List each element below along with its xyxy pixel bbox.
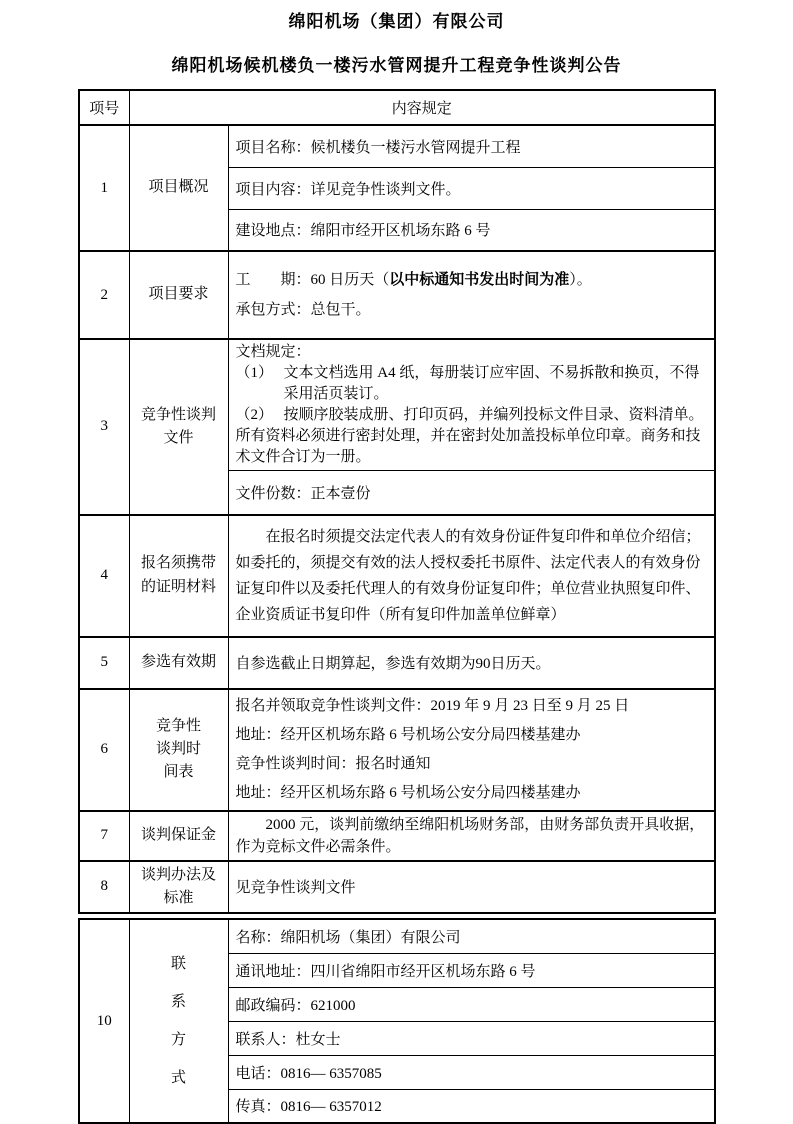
negotiation-address-line: 地址：经开区机场东路 6 号机场公安分局四楼基建办 [235,784,581,801]
company-title: 绵阳机场（集团）有限公司 [288,12,505,31]
row3-number: 3 [79,339,129,515]
row4-number: 4 [79,515,129,637]
contact-phone-cell: 电话：0816— 6357085 [228,1055,715,1089]
doc-rule-note: 所有资料必须进行密封处理，并在密封处加盖投标单位印章。商务和技术文件合订为一册。 [235,428,701,465]
row3-label: 竞争性谈判文件 [129,339,228,515]
contact-table [78,918,716,1124]
method-standard-cell: 见竞争性谈判文件 [228,861,715,914]
row6-label: 竞争性 谈判时 间表 [129,689,228,811]
announcement-title: 绵阳机场候机楼负一楼污水管网提升工程竞争性谈判公告 [171,56,622,75]
table-row-2 [79,251,715,339]
project-content-cell: 项目内容：详见竞争性谈判文件。 [228,167,715,209]
row8-label: 谈判办法及标准 [129,861,228,914]
table-row-1 [79,125,715,167]
row7-number: 7 [79,811,129,861]
project-requirement-cell [228,251,715,339]
doc-rule-item-1: （1） 文本文档选用 A4 纸，每册装订应牢固、不易拆散和换页，不得采用活页装订。 [235,365,700,402]
row10-number: 10 [79,919,129,1123]
row6-number: 6 [79,689,129,811]
header-content-spec: 内容规定 [129,90,715,125]
row10-label: 联 系 方 式 [129,919,228,1123]
duration-bold-note: 以中标通知书发出时间为准 [389,272,570,288]
row7-label: 谈判保证金 [129,811,228,861]
row4-label: 报名须携带的证明材料 [129,515,228,637]
document-rules-cell [228,339,715,471]
contact-person-cell: 联系人：杜女士 [228,1021,715,1055]
table-row-7 [79,811,715,861]
doc-rule-item-2: （2） 按顺序胶装成册、打印页码，并编列投标文件目录、资料清单。 [235,407,704,423]
contact-postcode-cell: 邮政编码：621000 [228,987,715,1021]
row1-number: 1 [79,125,129,251]
table-row-6 [79,689,715,811]
contact-name-cell: 名称：绵阳机场（集团）有限公司 [228,919,715,953]
row5-label: 参选有效期 [129,637,228,689]
row2-label: 项目要求 [129,251,228,339]
deposit-cell [228,811,715,861]
contact-address-cell: 通讯地址：四川省绵阳市经开区机场东路 6 号 [228,953,715,987]
table-row-5 [79,637,715,689]
project-name-cell: 项目名称：候机楼负一楼污水管网提升工程 [228,125,715,167]
required-materials-text: 在报名时须提交法定代表人的有效身份证件复印件和单位介绍信；如委托的，须提交有效的法人授权委托书原件、法定代表人的有效身份证复印件以及委托代理人的有效身份证复印件；单位营业执照复印件、企业资质证书复印件（所有复印件加盖单位鲜章） [235,528,701,623]
row1-label: 项目概况 [129,125,228,251]
required-materials-cell [228,515,715,637]
deposit-text: 2000 元，谈判前缴纳至绵阳机场财务部，由财务部负责开具收据，作为竞标文件必需条件。 [235,816,705,855]
row2-number: 2 [79,251,129,339]
validity-period-cell: 自参选截止日期算起，参选有效期为90日历天。 [228,637,715,689]
negotiation-time-line: 竞争性谈判时间：报名时通知 [235,755,431,772]
header-item-no: 项号 [79,90,129,125]
duration-line: 工 期：60 日历天（以中标通知书发出时间为准）。 [235,272,592,288]
table-row-8 [79,861,715,914]
row5-number: 5 [79,637,129,689]
row8-number: 8 [79,861,129,914]
table-row-3 [79,339,715,471]
project-location-cell: 建设地点：绵阳市经开区机场东路 6 号 [228,209,715,251]
table-row-4 [79,515,715,637]
contract-mode-line: 承包方式：总包干。 [235,302,371,318]
registration-address-line: 地址：经开区机场东路 6 号机场公安分局四楼基建办 [235,726,581,743]
schedule-cell [228,689,715,811]
main-table [78,89,716,914]
table-row-10 [79,919,715,953]
table-header-row [79,90,715,125]
registration-period-line: 报名并领取竞争性谈判文件：2019 年 9 月 23 日至 9 月 25 日 [235,697,630,714]
doc-rule-title: 文档规定： [235,344,311,360]
document-copies-cell: 文件份数：正本壹份 [228,471,715,515]
contact-fax-cell: 传真：0816— 6357012 [228,1089,715,1123]
